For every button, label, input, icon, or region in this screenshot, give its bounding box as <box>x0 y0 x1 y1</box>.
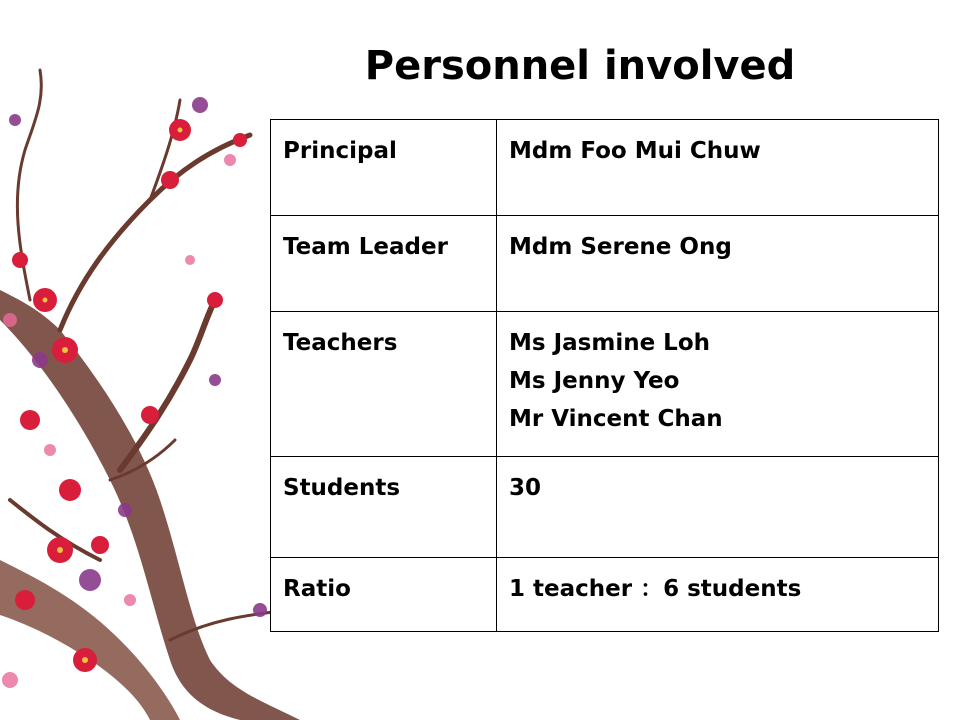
value-line: Mdm Foo Mui Chuw <box>509 138 761 164</box>
value-line: Mr Vincent Chan <box>509 406 723 432</box>
value-line: 30 <box>509 475 542 501</box>
page-title: Personnel involved <box>364 43 796 89</box>
value-line: Mdm Serene Ong <box>509 234 732 260</box>
table-row <box>271 312 939 457</box>
value-line: Ms Jenny Yeo <box>509 368 680 394</box>
role-cell: Ratio <box>271 558 497 632</box>
role-cell: Teachers <box>271 312 497 457</box>
value-line: Ms Jasmine Loh <box>509 330 711 356</box>
value-line: 1 teacher ：6 students <box>509 576 802 602</box>
value-cell <box>497 312 939 457</box>
personnel-table <box>270 119 939 632</box>
role-cell: Team Leader <box>271 216 497 312</box>
role-cell: Principal <box>271 120 497 216</box>
value-cell <box>497 216 939 312</box>
value-cell <box>497 457 939 558</box>
value-cell <box>497 558 939 632</box>
table-row <box>271 216 939 312</box>
value-cell <box>497 120 939 216</box>
table-row <box>271 558 939 632</box>
table-row <box>271 457 939 558</box>
role-cell: Students <box>271 457 497 558</box>
table-row <box>271 120 939 216</box>
